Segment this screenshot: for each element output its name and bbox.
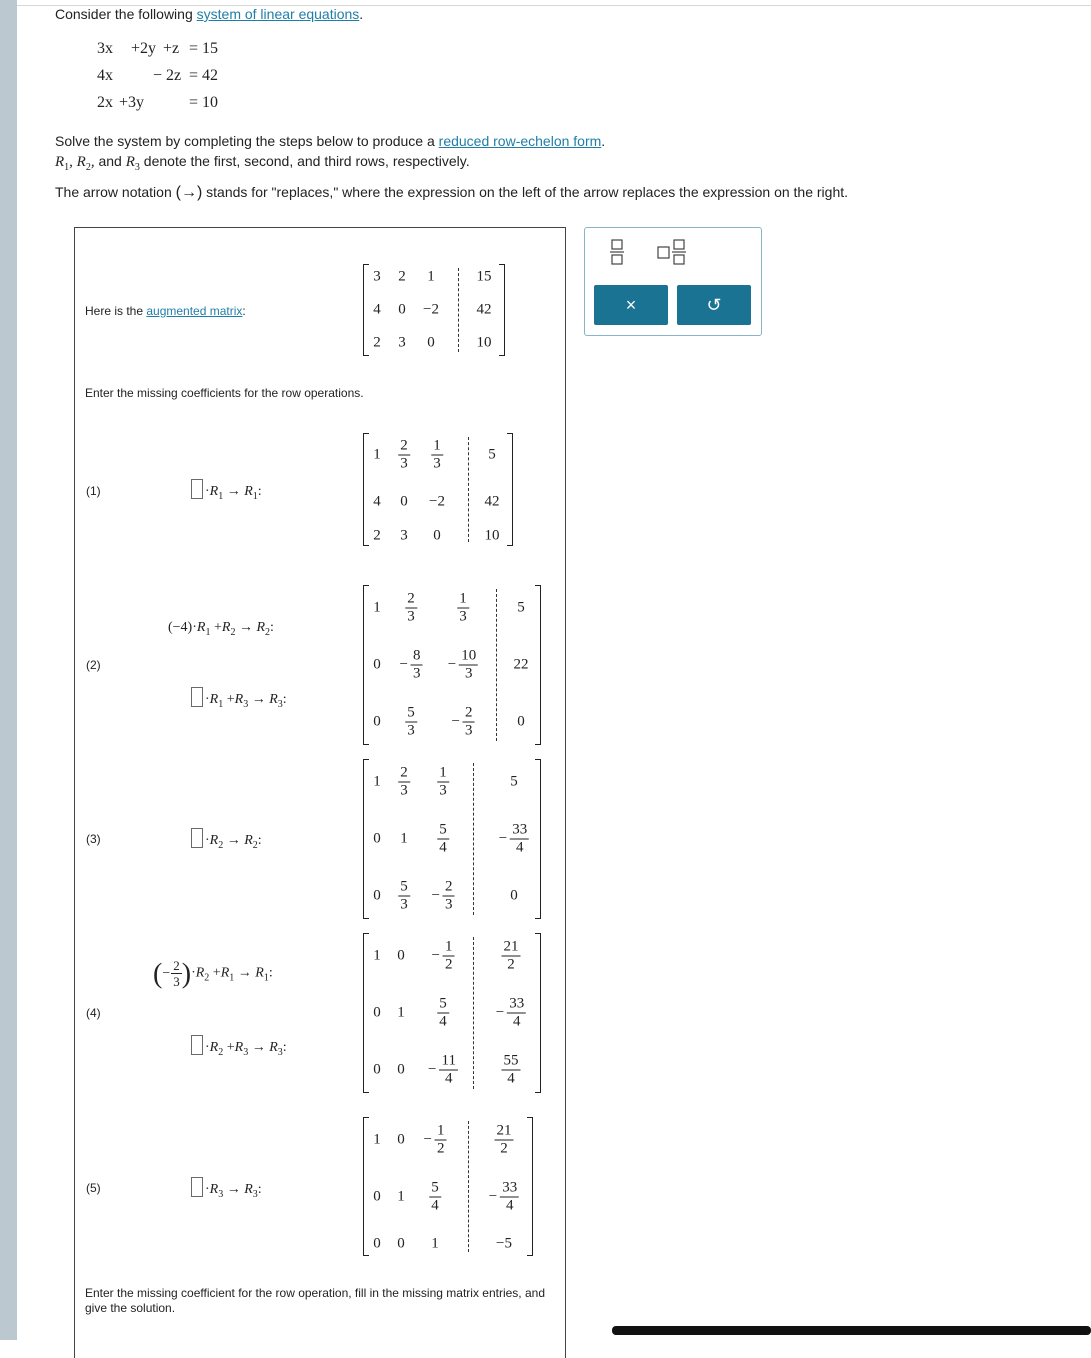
rowop-3: $\cdot R_2 \to R_2$: [191,828,262,851]
eq2-x-term: 4x [97,67,113,84]
step-label-4: (4) [86,1006,101,1020]
matrix-entry: 5 [488,446,496,463]
matrix-entry: 1 [397,1188,405,1205]
matrix-entry: 1 [427,268,435,285]
arrow-symbol: (→) [175,184,203,201]
system-of-linear-equations-link[interactable]: system of linear equations [196,6,360,22]
matrix-entry: 0 [373,1188,381,1205]
matrix-entry: $\frac{5}{3}$ [407,704,415,739]
eq1-x-term: 3x [97,40,113,57]
matrix-entry: − $\frac{8}{3}$ [399,647,421,682]
matrix-entry: 0 [400,493,408,510]
matrix-entry: − $\frac{33}{4}$ [488,1179,518,1214]
matrix-entry: 0 [373,1061,381,1078]
matrix-entry: $\frac{1}{3}$ [439,764,447,799]
matrix-step-2 [363,585,541,745]
matrix-bracket-right [527,1117,533,1256]
matrix-entry: 0 [373,1004,381,1021]
matrix-entry: − $\frac{11}{4}$ [428,1052,456,1087]
reduced-row-echelon-link[interactable]: reduced row-echelon form [438,133,602,149]
matrix-entry: −2 [429,493,445,510]
matrix-bracket-right [499,264,505,356]
matrix-step-4 [363,933,541,1093]
matrix-entry: 2 [373,527,381,544]
coef-frac-den: 3 [173,974,180,989]
matrix-entry: 15 [476,268,492,285]
matrix-bracket-left [363,933,369,1093]
matrix-entry: −2 [423,301,439,318]
rowop-2a: $(-4)\cdot R_1 +R_2 \to R_2$: [168,620,274,638]
augment-separator [468,437,469,542]
footer-instruction: Enter the missing coefficient for the row operation, fill in the missing matrix entries, and give the solution. [85,1286,545,1315]
matrix-entry: $\frac{5}{4}$ [431,1179,439,1214]
rowop-4b: $\cdot R_2 +R_3 \to R_3$: [191,1035,287,1058]
matrix-entry: 5 [517,599,525,616]
matrix-entry: 1 [373,446,381,463]
matrix-entry: 3 [398,334,406,351]
matrix-entry: 3 [373,268,381,285]
augment-separator [496,589,497,741]
coefficient-input-3[interactable] [191,828,203,848]
eq1-y-term: +2y [131,40,157,57]
matrix-entry: 2 [373,334,381,351]
matrix-entry: $\frac{21}{2}$ [503,938,519,973]
matrix-entry: $\frac{55}{4}$ [503,1052,519,1087]
missing-coefficients-text: Enter the missing coefficients for the row operations. [85,386,364,400]
matrix-entry: 0 [397,947,405,964]
step-label-1: (1) [86,484,101,498]
augment-separator [468,1121,469,1252]
matrix-entry: $\frac{21}{2}$ [496,1122,512,1157]
matrix-entry: $\frac{2}{3}$ [400,764,408,799]
rowop-4a: (− $\frac{2}{3}$ )$\cdot R_2 +R_1 \to R_1$: [153,958,273,990]
matrix-entry: $\frac{5}{3}$ [400,878,408,913]
step-label-5: (5) [86,1181,101,1195]
matrix-entry: − $\frac{10}{3}$ [447,647,477,682]
eq2-rhs: = 42 [189,67,219,84]
matrix-entry: − $\frac{33}{4}$ [495,995,525,1030]
coef-frac-num: 2 [173,958,180,973]
matrix-entry: 0 [397,1235,405,1252]
coefficient-input-1[interactable] [191,479,203,499]
matrix-entry: 1 [373,599,381,616]
matrix-entry: 1 [431,1235,439,1252]
step-label-2: (2) [86,658,101,672]
step-label-3: (3) [86,832,101,846]
matrix-bracket-right [507,433,513,546]
arrow-notation-text: The arrow notation (→) stands for "replaces," where the expression on the left of the arrow replaces the expression on the right. [55,184,849,201]
undo-icon: ↺ [706,294,722,315]
math-toolbox [584,227,762,336]
matrix-entry: 0 [373,713,381,730]
matrix-entry: 0 [427,334,435,351]
matrix-bracket-right [535,585,541,745]
matrix-bracket-left [363,1117,369,1256]
matrix-entry: 10 [484,527,500,544]
eq3-x-term: 2x [97,94,113,111]
matrix-entry: $\frac{2}{3}$ [400,437,408,472]
matrix-entry: 0 [433,527,441,544]
intro-text: Consider the following system of linear equations. [55,6,364,22]
solve-instruction: Solve the system by completing the steps below to produce a reduced row-echelon form. [55,133,606,149]
matrix-step-1 [363,433,513,546]
augment-separator [458,268,459,352]
matrix-entry: 0 [373,1235,381,1252]
augment-separator [473,763,474,915]
augmented-matrix-link[interactable]: augmented matrix [146,304,243,318]
matrix-entry: 0 [398,301,406,318]
coefficient-input-2[interactable] [191,687,203,707]
matrix-entry: 4 [373,301,381,318]
horizontal-scrollbar[interactable] [612,1326,1091,1335]
augment-separator [473,937,474,1089]
matrix-entry: 2 [398,268,406,285]
matrix-entry: − $\frac{2}{3}$ [431,878,453,913]
eq1-rhs: = 15 [189,40,219,57]
matrix-entry: $\frac{1}{3}$ [433,437,441,472]
coefficient-input-5[interactable] [191,1177,203,1197]
matrix-bracket-right [535,759,541,919]
matrix-bracket-left [363,585,369,745]
matrix-bracket-left [363,264,369,356]
matrix-entry: 0 [373,656,381,673]
matrix-entry: 4 [373,493,381,510]
rowop-5: $\cdot R_3 \to R_3$: [191,1177,262,1200]
matrix-entry: 0 [373,887,381,904]
mixed-number-icon[interactable] [657,238,687,271]
matrix-entry: 42 [476,301,492,318]
matrix-step-5 [363,1117,533,1256]
matrix-bracket-left [363,433,369,546]
matrix-entry: 0 [397,1061,405,1078]
matrix-entry: $\frac{5}{4}$ [439,821,447,856]
fraction-icon[interactable] [609,238,625,271]
matrix-entry: $\frac{5}{4}$ [439,995,447,1030]
matrix-entry: 1 [373,773,381,790]
matrix-entry: $\frac{2}{3}$ [407,590,415,625]
clear-button[interactable] [594,285,668,325]
matrix-entry: 5 [510,773,518,790]
matrix-entry: − $\frac{1}{2}$ [423,1122,445,1157]
matrix-entry: − $\frac{33}{4}$ [498,821,528,856]
matrix-entry: 0 [517,713,525,730]
matrix-entry: 42 [484,493,500,510]
matrix-entry: 1 [400,830,408,847]
matrix-entry: 3 [400,527,408,544]
undo-button[interactable] [677,285,751,325]
matrix-entry: 10 [476,334,492,351]
matrix-entry: 1 [373,1131,381,1148]
matrix-entry: −5 [496,1235,512,1252]
matrix-entry: 0 [510,887,518,904]
matrix-entry: 0 [373,830,381,847]
close-icon: × [625,294,637,315]
matrix-entry: 1 [373,947,381,964]
rowop-2b: $\cdot R_1 +R_3 \to R_3$: [191,687,287,710]
matrix-entry: 1 [397,1004,405,1021]
matrix-bracket-left [363,759,369,919]
rows-definition: $R_1$, $R_2$, and $R_3$ denote the first, second, and third rows, respectively. [55,153,470,173]
matrix-entry: $\frac{1}{3}$ [459,590,467,625]
matrix-entry: − $\frac{1}{2}$ [431,938,453,973]
left-sidebar [0,0,17,1340]
eq1-z-term: +z [163,40,180,57]
eq3-rhs: = 10 [189,94,219,111]
matrix-bracket-right [535,933,541,1093]
matrix-step-3 [363,759,541,919]
augmented-matrix [363,264,505,356]
rowop-1: $\cdot R_1 \to R_1$: [191,479,262,502]
matrix-entry: − $\frac{2}{3}$ [451,704,473,739]
coefficient-neg4: (−4) [168,620,193,635]
eq3-y-term: +3y [119,94,145,111]
augmented-matrix-label: Here is the augmented matrix: [85,304,246,318]
matrix-entry: 22 [513,656,529,673]
coefficient-input-4[interactable] [191,1035,203,1055]
matrix-entry: 0 [397,1131,405,1148]
eq2-z-term: − 2z [153,67,182,84]
